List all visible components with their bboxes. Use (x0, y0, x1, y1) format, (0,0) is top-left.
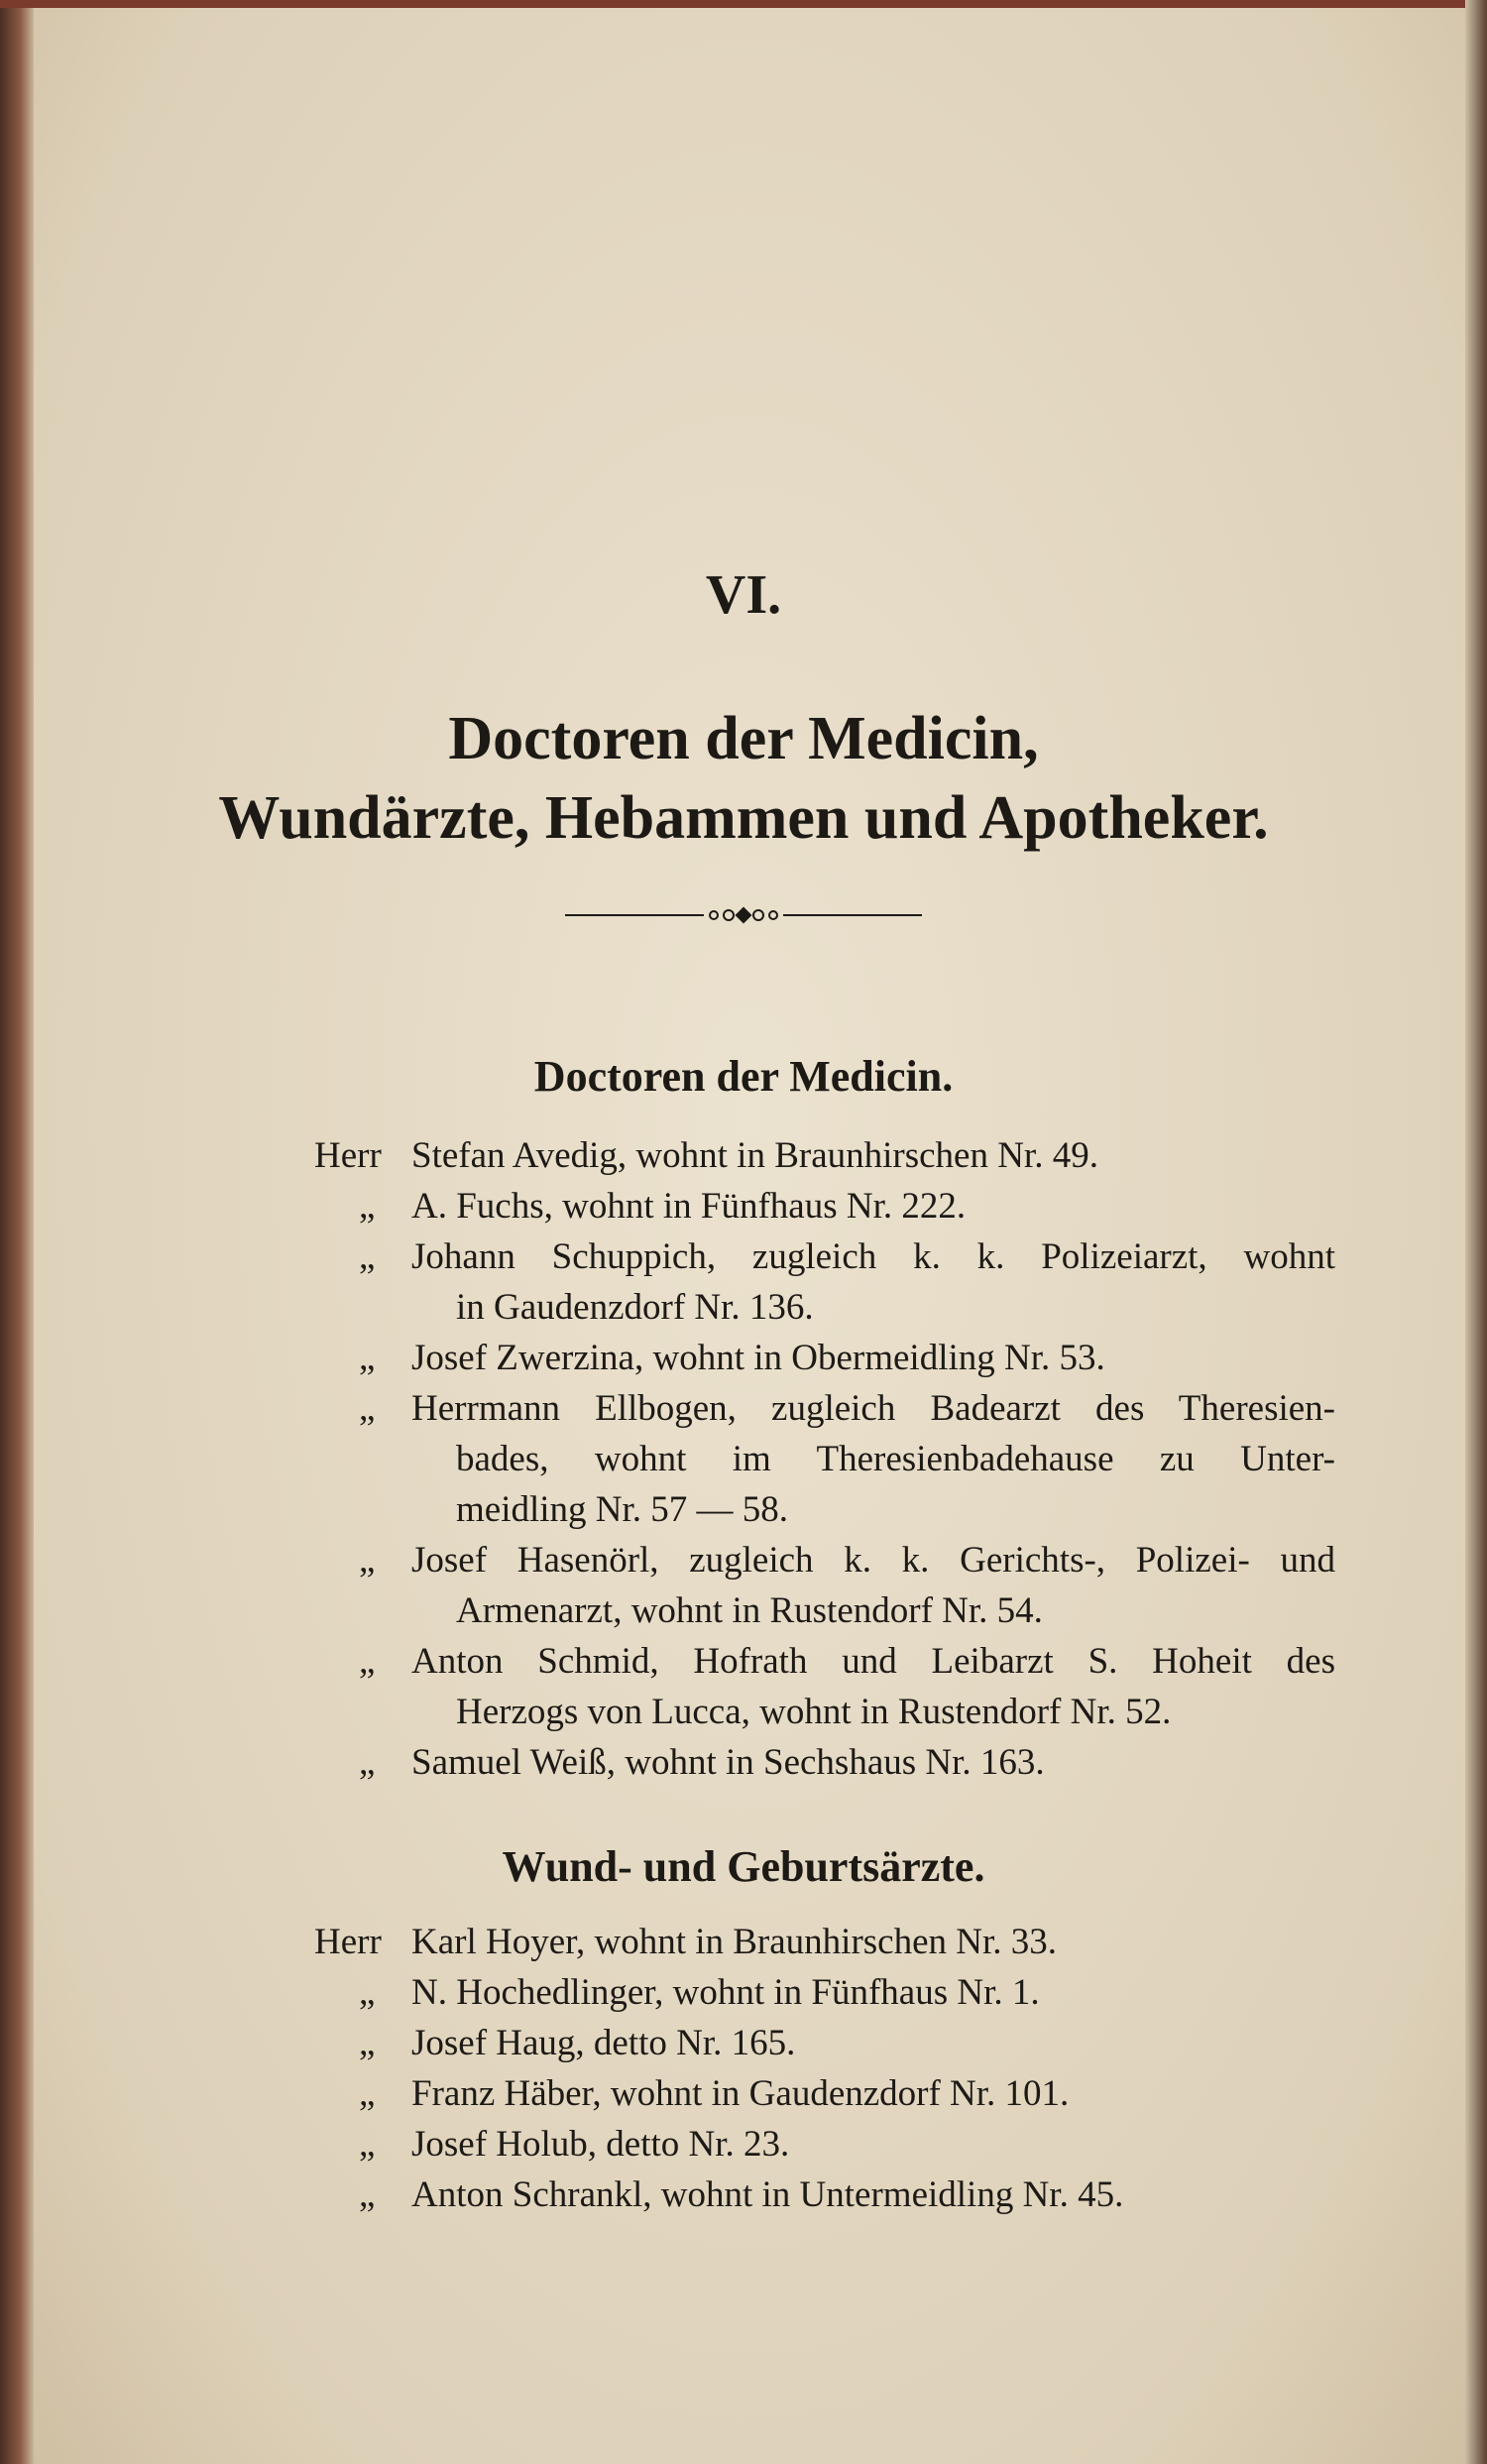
entry-line: Karl Hoyer, wohnt in Braunhirschen Nr. 33. (411, 1922, 1058, 1962)
list-entry (314, 1232, 1335, 1333)
entry-line: in Gaudenzdorf Nr. 136. (456, 1287, 814, 1328)
entry-line: Armenarzt, wohnt in Rustendorf Nr. 54. (456, 1590, 1043, 1631)
entry-line: Johann Schuppich, zugleich k. k. Polizeiarzt, wohnt (411, 1236, 1335, 1277)
entry-line: N. Hochedlinger, wohnt in Fünfhaus Nr. 1. (411, 1972, 1040, 2013)
chapter-number: VI. (705, 564, 782, 626)
entry-line: A. Fuchs, wohnt in Fünfhaus Nr. 222. (411, 1186, 967, 1227)
list-entry (314, 1181, 1335, 1232)
doctors-list (314, 1130, 1335, 1788)
ditto-mark: „ (359, 2023, 376, 2063)
ditto-mark: „ (359, 1972, 376, 2013)
ditto-mark: „ (359, 1236, 376, 1277)
ditto-mark: „ (359, 1641, 376, 1682)
entry-line: Josef Hasenörl, zugleich k. k. Gerichts-, Polizei- und (411, 1540, 1335, 1581)
list-entry (314, 1333, 1335, 1383)
list-entry (314, 2170, 1335, 2220)
ditto-mark: „ (359, 2174, 376, 2215)
list-entry (314, 1535, 1335, 1636)
list-entry (314, 1130, 1335, 1181)
cover-top-edge (0, 0, 1487, 8)
list-entry (314, 1383, 1335, 1535)
list-entry (314, 2068, 1335, 2119)
section-heading-surgeons: Wund- und Geburtsärzte. (502, 1842, 985, 1891)
entry-line: Stefan Avedig, wohnt in Braunhirschen Nr. 49. (411, 1135, 1098, 1176)
ornament-divider-icon (0, 900, 1487, 930)
entry-line: bades, wohnt im Theresienbadehause zu Unter- (456, 1439, 1335, 1479)
chapter-title-line-1: Doctoren der Medicin, (448, 705, 1039, 772)
ditto-mark: „ (359, 1742, 376, 1783)
page-right-edge (1465, 0, 1487, 2464)
title-herr: Herr (314, 1135, 382, 1176)
entry-line: Herrmann Ellbogen, zugleich Badearzt des Theresien- (411, 1388, 1335, 1429)
entry-line: Anton Schmid, Hofrath und Leibarzt S. Hoheit des (411, 1641, 1335, 1682)
entry-line: Josef Zwerzina, wohnt in Obermeidling Nr. 53. (411, 1338, 1105, 1378)
ditto-mark: „ (359, 2124, 376, 2165)
list-entry (314, 1737, 1335, 1788)
entry-line: Herzogs von Lucca, wohnt in Rustendorf Nr. 52. (456, 1692, 1172, 1732)
entry-line: Franz Häber, wohnt in Gaudenzdorf Nr. 101. (411, 2073, 1070, 2114)
ditto-mark: „ (359, 1540, 376, 1581)
list-entry (314, 2018, 1335, 2068)
surgeons-list (314, 1917, 1335, 2220)
entry-line: Samuel Weiß, wohnt in Sechshaus Nr. 163. (411, 1742, 1045, 1783)
list-entry (314, 1917, 1335, 1967)
ditto-mark: „ (359, 2073, 376, 2114)
list-entry (314, 2119, 1335, 2170)
section-heading-doctors: Doctoren der Medicin. (533, 1052, 954, 1101)
entry-line: meidling Nr. 57 — 58. (456, 1489, 789, 1530)
chapter-title-line-2: Wundärzte, Hebammen und Apotheker. (218, 784, 1269, 852)
book-binding-edge (0, 0, 34, 2464)
entry-line: Anton Schrankl, wohnt in Untermeidling Nr. 45. (411, 2174, 1124, 2215)
ditto-mark: „ (359, 1338, 376, 1378)
entry-line: Josef Haug, detto Nr. 165. (411, 2023, 796, 2063)
title-herr: Herr (314, 1922, 382, 1962)
list-entry (314, 1636, 1335, 1737)
ditto-mark: „ (359, 1186, 376, 1227)
list-entry (314, 1967, 1335, 2018)
entry-line: Josef Holub, detto Nr. 23. (411, 2124, 790, 2165)
ditto-mark: „ (359, 1388, 376, 1429)
